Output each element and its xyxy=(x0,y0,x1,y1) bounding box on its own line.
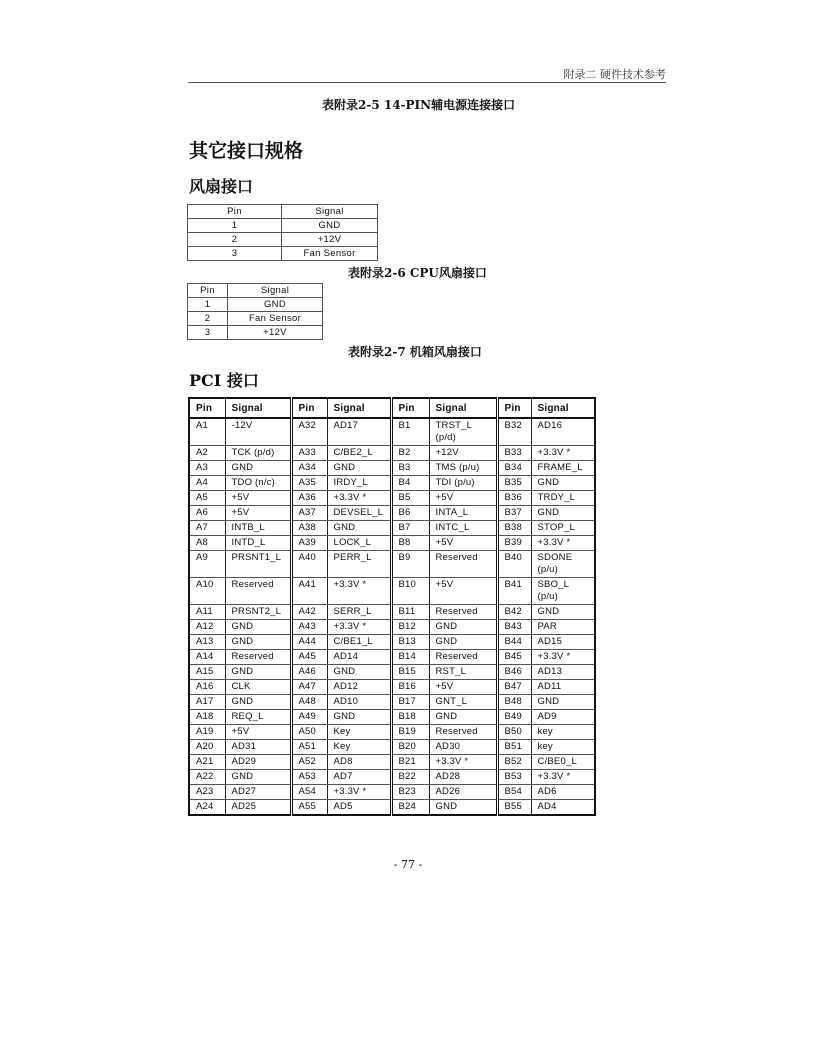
signal-cell: GND xyxy=(225,665,291,680)
table-cell: GND xyxy=(228,298,323,312)
column-header-pin: Pin xyxy=(189,398,225,418)
table-cell: 1 xyxy=(188,298,228,312)
table-caption-2-7: 表附录2-7 机箱风扇接口 xyxy=(348,345,482,359)
signal-cell: AD25 xyxy=(225,800,291,816)
pin-cell: B47 xyxy=(497,680,531,695)
pin-cell: B13 xyxy=(391,635,429,650)
signal-cell: TDO (n/c) xyxy=(225,476,291,491)
signal-cell: C/BE2_L xyxy=(327,446,391,461)
signal-cell: GND xyxy=(429,620,497,635)
signal-cell: +3.3V * xyxy=(327,620,391,635)
pin-cell: B52 xyxy=(497,755,531,770)
signal-cell: AD17 xyxy=(327,418,391,446)
pin-cell: A40 xyxy=(291,551,327,578)
signal-cell: +5V xyxy=(225,506,291,521)
pin-cell: B33 xyxy=(497,446,531,461)
pin-cell: B55 xyxy=(497,800,531,816)
pin-cell: A16 xyxy=(189,680,225,695)
column-header-pin: Pin xyxy=(497,398,531,418)
signal-cell: +3.3V * xyxy=(429,755,497,770)
table-row xyxy=(188,298,323,312)
signal-cell: Reserved xyxy=(429,551,497,578)
signal-cell: +5V xyxy=(429,680,497,695)
pin-cell: A44 xyxy=(291,635,327,650)
pin-cell: B46 xyxy=(497,665,531,680)
table-cell: GND xyxy=(282,219,378,233)
table-cell: +12V xyxy=(282,233,378,247)
pin-cell: A15 xyxy=(189,665,225,680)
pin-cell: B38 xyxy=(497,521,531,536)
signal-cell: AD7 xyxy=(327,770,391,785)
pin-cell: A19 xyxy=(189,725,225,740)
pci-pinout-table xyxy=(188,397,596,816)
signal-cell: AD27 xyxy=(225,785,291,800)
pin-cell: A6 xyxy=(189,506,225,521)
column-header: Pin xyxy=(188,205,282,219)
table-cell: Fan Sensor xyxy=(228,312,323,326)
table-cell: 3 xyxy=(188,247,282,261)
signal-cell: Reserved xyxy=(225,650,291,665)
pin-cell: A2 xyxy=(189,446,225,461)
table-row xyxy=(189,506,595,521)
signal-cell: FRAME_L xyxy=(531,461,595,476)
pin-cell: A48 xyxy=(291,695,327,710)
pin-cell: A18 xyxy=(189,710,225,725)
signal-cell: AD5 xyxy=(327,800,391,816)
signal-cell: Reserved xyxy=(429,650,497,665)
pin-cell: A49 xyxy=(291,710,327,725)
pin-cell: A8 xyxy=(189,536,225,551)
table-row xyxy=(189,665,595,680)
pin-cell: A54 xyxy=(291,785,327,800)
signal-cell: GND xyxy=(327,461,391,476)
table-caption-2-5: 表附录2-5 14-PIN辅电源连接接口 xyxy=(322,98,516,112)
pin-cell: B3 xyxy=(391,461,429,476)
signal-cell: GND xyxy=(429,800,497,816)
signal-cell: PAR xyxy=(531,620,595,635)
pin-cell: B54 xyxy=(497,785,531,800)
pin-cell: A20 xyxy=(189,740,225,755)
table-header-row xyxy=(189,398,595,418)
signal-cell: +3.3V * xyxy=(327,491,391,506)
table-row xyxy=(188,219,378,233)
pin-cell: B7 xyxy=(391,521,429,536)
pin-cell: B34 xyxy=(497,461,531,476)
table-row xyxy=(189,755,595,770)
table-row xyxy=(189,521,595,536)
signal-cell: TRST_L (p/d) xyxy=(429,418,497,446)
signal-cell: key xyxy=(531,740,595,755)
signal-cell: TRDY_L xyxy=(531,491,595,506)
pin-cell: B11 xyxy=(391,605,429,620)
pin-cell: A53 xyxy=(291,770,327,785)
signal-cell: SERR_L xyxy=(327,605,391,620)
pin-cell: B16 xyxy=(391,680,429,695)
table-row xyxy=(189,740,595,755)
signal-cell: AD30 xyxy=(429,740,497,755)
subsection-title-fan: 风扇接口 xyxy=(189,177,254,196)
table-row xyxy=(189,680,595,695)
column-header-signal: Signal xyxy=(327,398,391,418)
table-row xyxy=(189,578,595,605)
pin-cell: A51 xyxy=(291,740,327,755)
pin-cell: B21 xyxy=(391,755,429,770)
chassis-fan-table xyxy=(187,283,323,340)
pin-cell: B45 xyxy=(497,650,531,665)
pin-cell: A3 xyxy=(189,461,225,476)
pin-cell: B17 xyxy=(391,695,429,710)
pin-cell: A35 xyxy=(291,476,327,491)
table-cell: Fan Sensor xyxy=(282,247,378,261)
signal-cell: +5V xyxy=(225,725,291,740)
signal-cell: +12V xyxy=(429,446,497,461)
pin-cell: B20 xyxy=(391,740,429,755)
pin-cell: A10 xyxy=(189,578,225,605)
signal-cell: +3.3V * xyxy=(531,446,595,461)
pin-cell: B12 xyxy=(391,620,429,635)
signal-cell: AD12 xyxy=(327,680,391,695)
pin-cell: A50 xyxy=(291,725,327,740)
pin-cell: B36 xyxy=(497,491,531,506)
pin-cell: A46 xyxy=(291,665,327,680)
table-caption-2-6: 表附录2-6 CPU风扇接口 xyxy=(348,266,487,280)
pin-cell: B43 xyxy=(497,620,531,635)
signal-cell: SDONE (p/u) xyxy=(531,551,595,578)
signal-cell: AD13 xyxy=(531,665,595,680)
signal-cell: AD26 xyxy=(429,785,497,800)
table-row xyxy=(188,326,323,340)
pin-cell: A34 xyxy=(291,461,327,476)
signal-cell: GND xyxy=(531,605,595,620)
signal-cell: GND xyxy=(225,620,291,635)
table-row xyxy=(189,418,595,446)
pin-cell: B39 xyxy=(497,536,531,551)
signal-cell: +5V xyxy=(429,578,497,605)
signal-cell: PRSNT1_L xyxy=(225,551,291,578)
table-row xyxy=(189,710,595,725)
signal-cell: AD4 xyxy=(531,800,595,816)
signal-cell: GND xyxy=(531,695,595,710)
pin-cell: B14 xyxy=(391,650,429,665)
signal-cell: GND xyxy=(531,506,595,521)
pin-cell: B51 xyxy=(497,740,531,755)
pin-cell: A38 xyxy=(291,521,327,536)
signal-cell: AD31 xyxy=(225,740,291,755)
table-cell: 2 xyxy=(188,233,282,247)
pin-cell: B50 xyxy=(497,725,531,740)
table-row xyxy=(189,476,595,491)
pin-cell: A42 xyxy=(291,605,327,620)
pin-cell: A41 xyxy=(291,578,327,605)
table-row xyxy=(189,800,595,816)
table-row xyxy=(189,446,595,461)
table-cell: 1 xyxy=(188,219,282,233)
pin-cell: A11 xyxy=(189,605,225,620)
pin-cell: A5 xyxy=(189,491,225,506)
pin-cell: B22 xyxy=(391,770,429,785)
pin-cell: A22 xyxy=(189,770,225,785)
pin-cell: A36 xyxy=(291,491,327,506)
signal-cell: GND xyxy=(327,521,391,536)
table-cell: 3 xyxy=(188,326,228,340)
column-header-signal: Signal xyxy=(429,398,497,418)
pin-cell: B41 xyxy=(497,578,531,605)
pin-cell: B19 xyxy=(391,725,429,740)
pin-cell: A17 xyxy=(189,695,225,710)
signal-cell: INTD_L xyxy=(225,536,291,551)
signal-cell: Reserved xyxy=(429,605,497,620)
signal-cell: GND xyxy=(225,695,291,710)
pin-cell: A24 xyxy=(189,800,225,816)
signal-cell: TMS (p/u) xyxy=(429,461,497,476)
signal-cell: AD16 xyxy=(531,418,595,446)
signal-cell: LOCK_L xyxy=(327,536,391,551)
pin-cell: A9 xyxy=(189,551,225,578)
pin-cell: A32 xyxy=(291,418,327,446)
signal-cell: GNT_L xyxy=(429,695,497,710)
signal-cell: +3.3V * xyxy=(531,536,595,551)
table-row xyxy=(188,233,378,247)
pin-cell: A33 xyxy=(291,446,327,461)
column-header: Signal xyxy=(282,205,378,219)
signal-cell: GND xyxy=(225,635,291,650)
signal-cell: STOP_L xyxy=(531,521,595,536)
pin-cell: B42 xyxy=(497,605,531,620)
signal-cell: +5V xyxy=(225,491,291,506)
header-divider xyxy=(188,82,666,83)
table-header-row xyxy=(188,284,323,298)
table-row xyxy=(189,770,595,785)
pin-cell: A47 xyxy=(291,680,327,695)
pin-cell: B49 xyxy=(497,710,531,725)
signal-cell: +3.3V * xyxy=(327,785,391,800)
pin-cell: B4 xyxy=(391,476,429,491)
signal-cell: C/BE1_L xyxy=(327,635,391,650)
pin-cell: B10 xyxy=(391,578,429,605)
section-title-other-interfaces: 其它接口规格 xyxy=(189,140,304,162)
signal-cell: TCK (p/d) xyxy=(225,446,291,461)
signal-cell: AD9 xyxy=(531,710,595,725)
signal-cell: GND xyxy=(225,461,291,476)
pin-cell: A39 xyxy=(291,536,327,551)
table-row xyxy=(189,491,595,506)
signal-cell: AD10 xyxy=(327,695,391,710)
signal-cell: AD29 xyxy=(225,755,291,770)
signal-cell: INTA_L xyxy=(429,506,497,521)
pin-cell: A23 xyxy=(189,785,225,800)
signal-cell: AD6 xyxy=(531,785,595,800)
pin-cell: B48 xyxy=(497,695,531,710)
pin-cell: A7 xyxy=(189,521,225,536)
signal-cell: AD15 xyxy=(531,635,595,650)
table-row xyxy=(189,650,595,665)
pin-cell: B24 xyxy=(391,800,429,816)
signal-cell: GND xyxy=(327,665,391,680)
pin-cell: B37 xyxy=(497,506,531,521)
table-row xyxy=(189,635,595,650)
column-header-pin: Pin xyxy=(391,398,429,418)
table-row xyxy=(189,785,595,800)
signal-cell: +5V xyxy=(429,536,497,551)
pin-cell: B8 xyxy=(391,536,429,551)
signal-cell: INTB_L xyxy=(225,521,291,536)
signal-cell: PRSNT2_L xyxy=(225,605,291,620)
table-cell: 2 xyxy=(188,312,228,326)
signal-cell: +3.3V * xyxy=(327,578,391,605)
table-row xyxy=(189,536,595,551)
pin-cell: B53 xyxy=(497,770,531,785)
signal-cell: Key xyxy=(327,725,391,740)
signal-cell: TDI (p/u) xyxy=(429,476,497,491)
signal-cell: IRDY_L xyxy=(327,476,391,491)
signal-cell: AD11 xyxy=(531,680,595,695)
table-row xyxy=(189,620,595,635)
column-header: Pin xyxy=(188,284,228,298)
pin-cell: B23 xyxy=(391,785,429,800)
column-header-pin: Pin xyxy=(291,398,327,418)
column-header-signal: Signal xyxy=(531,398,595,418)
pin-cell: A55 xyxy=(291,800,327,816)
pin-cell: A21 xyxy=(189,755,225,770)
pin-cell: B1 xyxy=(391,418,429,446)
signal-cell: DEVSEL_L xyxy=(327,506,391,521)
subsection-title-pci: PCI 接口 xyxy=(189,371,259,390)
table-row xyxy=(188,247,378,261)
running-header: 附录二 硬件技术参考 xyxy=(563,68,666,81)
signal-cell: AD14 xyxy=(327,650,391,665)
signal-cell: GND xyxy=(225,770,291,785)
signal-cell: +5V xyxy=(429,491,497,506)
signal-cell: GND xyxy=(327,710,391,725)
pin-cell: B32 xyxy=(497,418,531,446)
signal-cell: REQ_L xyxy=(225,710,291,725)
signal-cell: RST_L xyxy=(429,665,497,680)
signal-cell: GND xyxy=(531,476,595,491)
signal-cell: AD8 xyxy=(327,755,391,770)
signal-cell: key xyxy=(531,725,595,740)
column-header: Signal xyxy=(228,284,323,298)
pin-cell: A13 xyxy=(189,635,225,650)
cpu-fan-table xyxy=(187,204,378,261)
table-cell: +12V xyxy=(228,326,323,340)
table-row xyxy=(189,605,595,620)
signal-cell: Reserved xyxy=(225,578,291,605)
pin-cell: B2 xyxy=(391,446,429,461)
pin-cell: A37 xyxy=(291,506,327,521)
pin-cell: B6 xyxy=(391,506,429,521)
signal-cell: SBO_L (p/u) xyxy=(531,578,595,605)
signal-cell: PERR_L xyxy=(327,551,391,578)
page-number: - 77 - xyxy=(393,858,423,871)
pin-cell: B15 xyxy=(391,665,429,680)
pin-cell: B40 xyxy=(497,551,531,578)
table-row xyxy=(188,312,323,326)
signal-cell: +3.3V * xyxy=(531,650,595,665)
pin-cell: A45 xyxy=(291,650,327,665)
signal-cell: INTC_L xyxy=(429,521,497,536)
table-header-row xyxy=(188,205,378,219)
pin-cell: A1 xyxy=(189,418,225,446)
signal-cell: Reserved xyxy=(429,725,497,740)
pin-cell: A12 xyxy=(189,620,225,635)
pin-cell: B18 xyxy=(391,710,429,725)
pin-cell: A4 xyxy=(189,476,225,491)
signal-cell: -12V xyxy=(225,418,291,446)
pin-cell: B35 xyxy=(497,476,531,491)
signal-cell: GND xyxy=(429,710,497,725)
pin-cell: B44 xyxy=(497,635,531,650)
table-row xyxy=(189,551,595,578)
signal-cell: +3.3V * xyxy=(531,770,595,785)
signal-cell: Key xyxy=(327,740,391,755)
table-row xyxy=(189,695,595,710)
pin-cell: B5 xyxy=(391,491,429,506)
table-row xyxy=(189,725,595,740)
pin-cell: B9 xyxy=(391,551,429,578)
pin-cell: A52 xyxy=(291,755,327,770)
signal-cell: AD28 xyxy=(429,770,497,785)
table-row xyxy=(189,461,595,476)
signal-cell: GND xyxy=(429,635,497,650)
pin-cell: A14 xyxy=(189,650,225,665)
signal-cell: C/BE0_L xyxy=(531,755,595,770)
column-header-signal: Signal xyxy=(225,398,291,418)
signal-cell: CLK xyxy=(225,680,291,695)
pin-cell: A43 xyxy=(291,620,327,635)
